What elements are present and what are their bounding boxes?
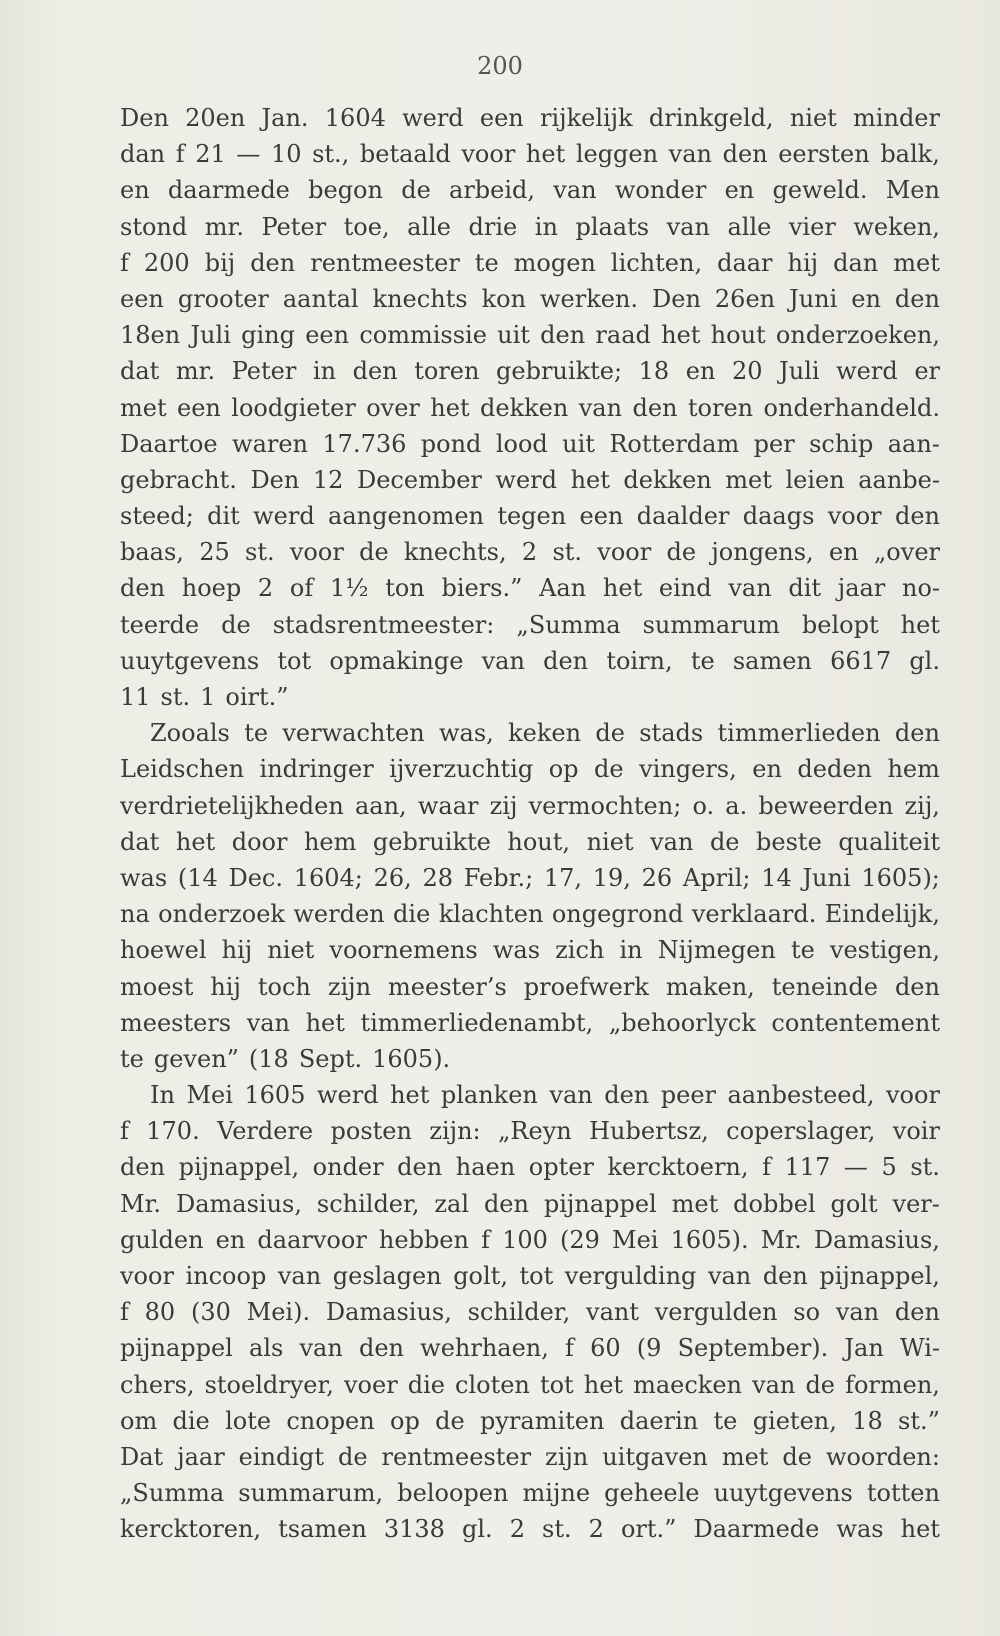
- text-line: baas, 25 st. voor de knechts, 2 st. voor de jongens, en „over: [120, 538, 940, 567]
- text-line: dan f 21 — 10 st., betaald voor het leggen van den eersten balk,: [120, 140, 940, 169]
- text-line: gebracht. Den 12 December werd het dekken met leien aanbe-: [120, 465, 940, 494]
- text-line: den hoep 2 of 1½ ton biers.” Aan het eind van dit jaar no-: [120, 574, 940, 603]
- text-line: steed; dit werd aangenomen tegen een daalder daags voor den: [120, 502, 940, 531]
- text-line: den pijnappel, onder den haen opter kercktoern, f 117 — 5 st.: [120, 1153, 940, 1182]
- text-line: f 80 (30 Mei). Damasius, schilder, vant vergulden so van den: [120, 1298, 940, 1327]
- paragraph: [120, 100, 940, 715]
- text-line: f 170. Verdere posten zijn: „Reyn Hubertsz, coperslager, voir: [120, 1117, 940, 1146]
- text-line: Dat jaar eindigt de rentmeester zijn uitgaven met de woorden:: [120, 1442, 940, 1471]
- text-line: kercktoren, tsamen 3138 gl. 2 st. 2 ort.” Daarmede was het: [120, 1515, 940, 1544]
- paragraph: [120, 715, 940, 1077]
- text-line: dat het door hem gebruikte hout, niet van de beste qualiteit: [120, 827, 940, 856]
- text-line: was (14 Dec. 1604; 26, 28 Febr.; 17, 19, 26 April; 14 Juni 1605);: [120, 863, 940, 892]
- text-line: 11 st. 1 oirt.”: [120, 683, 289, 711]
- text-line: voor incoop van geslagen golt, tot vergulding van den pijnappel,: [120, 1262, 940, 1290]
- text-line: om die lote cnopen op de pyramiten daerin te gieten, 18 st.”: [120, 1406, 940, 1435]
- text-line: Mr. Damasius, schilder, zal den pijnappel met dobbel golt ver-: [120, 1189, 940, 1218]
- text-line: pijnappel als van den wehrhaen, f 60 (9 September). Jan Wi-: [120, 1334, 940, 1363]
- text-line: teerde de stadsrentmeester: „Summa summarum belopt het: [120, 610, 940, 639]
- text-line: hoewel hij niet voornemens was zich in Nijmegen te vestigen,: [120, 936, 940, 965]
- text-line: en daarmede begon de arbeid, van wonder en geweld. Men: [120, 176, 940, 205]
- text-line: f 200 bij den rentmeester te mogen lichten, daar hij dan met: [120, 248, 940, 277]
- text-line: een grooter aantal knechts kon werken. Den 26en Juni en den: [120, 284, 940, 313]
- text-line: uuytgevens tot opmakinge van den toirn, te samen 6617 gl.: [120, 646, 940, 675]
- text-line: verdrietelijkheden aan, waar zij vermochten; o. a. beweerden zij,: [120, 791, 940, 820]
- text-line: In Mei 1605 werd het planken van den peer aanbesteed, voor: [150, 1081, 940, 1110]
- text-line: meesters van het timmerliedenambt, „behoorlyck contentement: [120, 1008, 940, 1037]
- text-line: gulden en daarvoor hebben f 100 (29 Mei 1605). Mr. Damasius,: [120, 1225, 940, 1254]
- body-text: [120, 100, 940, 1548]
- text-line: stond mr. Peter toe, alle drie in plaats van alle vier weken,: [120, 212, 940, 241]
- text-line: met een loodgieter over het dekken van den toren onderhandeld.: [120, 393, 940, 422]
- text-line: Zooals te verwachten was, keken de stads timmerlieden den: [150, 719, 940, 748]
- text-line: moest hij toch zijn meester’s proefwerk maken, teneinde den: [120, 972, 940, 1001]
- text-line: chers, stoeldryer, voer die cloten tot het maecken van de formen,: [120, 1370, 940, 1399]
- text-line: „Summa summarum, beloopen mijne geheele uuytgevens totten: [120, 1479, 940, 1508]
- text-line: te geven” (18 Sept. 1605).: [120, 1044, 451, 1073]
- text-line: dat mr. Peter in den toren gebruikte; 18 en 20 Juli werd er: [120, 357, 940, 386]
- text-line: 18en Juli ging een commissie uit den raad het hout onderzoeken,: [120, 321, 940, 350]
- text-line: Daartoe waren 17.736 pond lood uit Rotterdam per schip aan-: [120, 429, 940, 458]
- text-line: na onderzoek werden die klachten ongegrond verklaard. Eindelijk,: [120, 900, 940, 929]
- text-line: Den 20en Jan. 1604 werd een rijkelijk drinkgeld, niet minder: [120, 104, 940, 132]
- page-number: 200: [477, 52, 523, 80]
- text-line: Leidschen indringer ijverzuchtig op de vingers, en deden hem: [120, 755, 940, 784]
- paragraph: [120, 1077, 940, 1547]
